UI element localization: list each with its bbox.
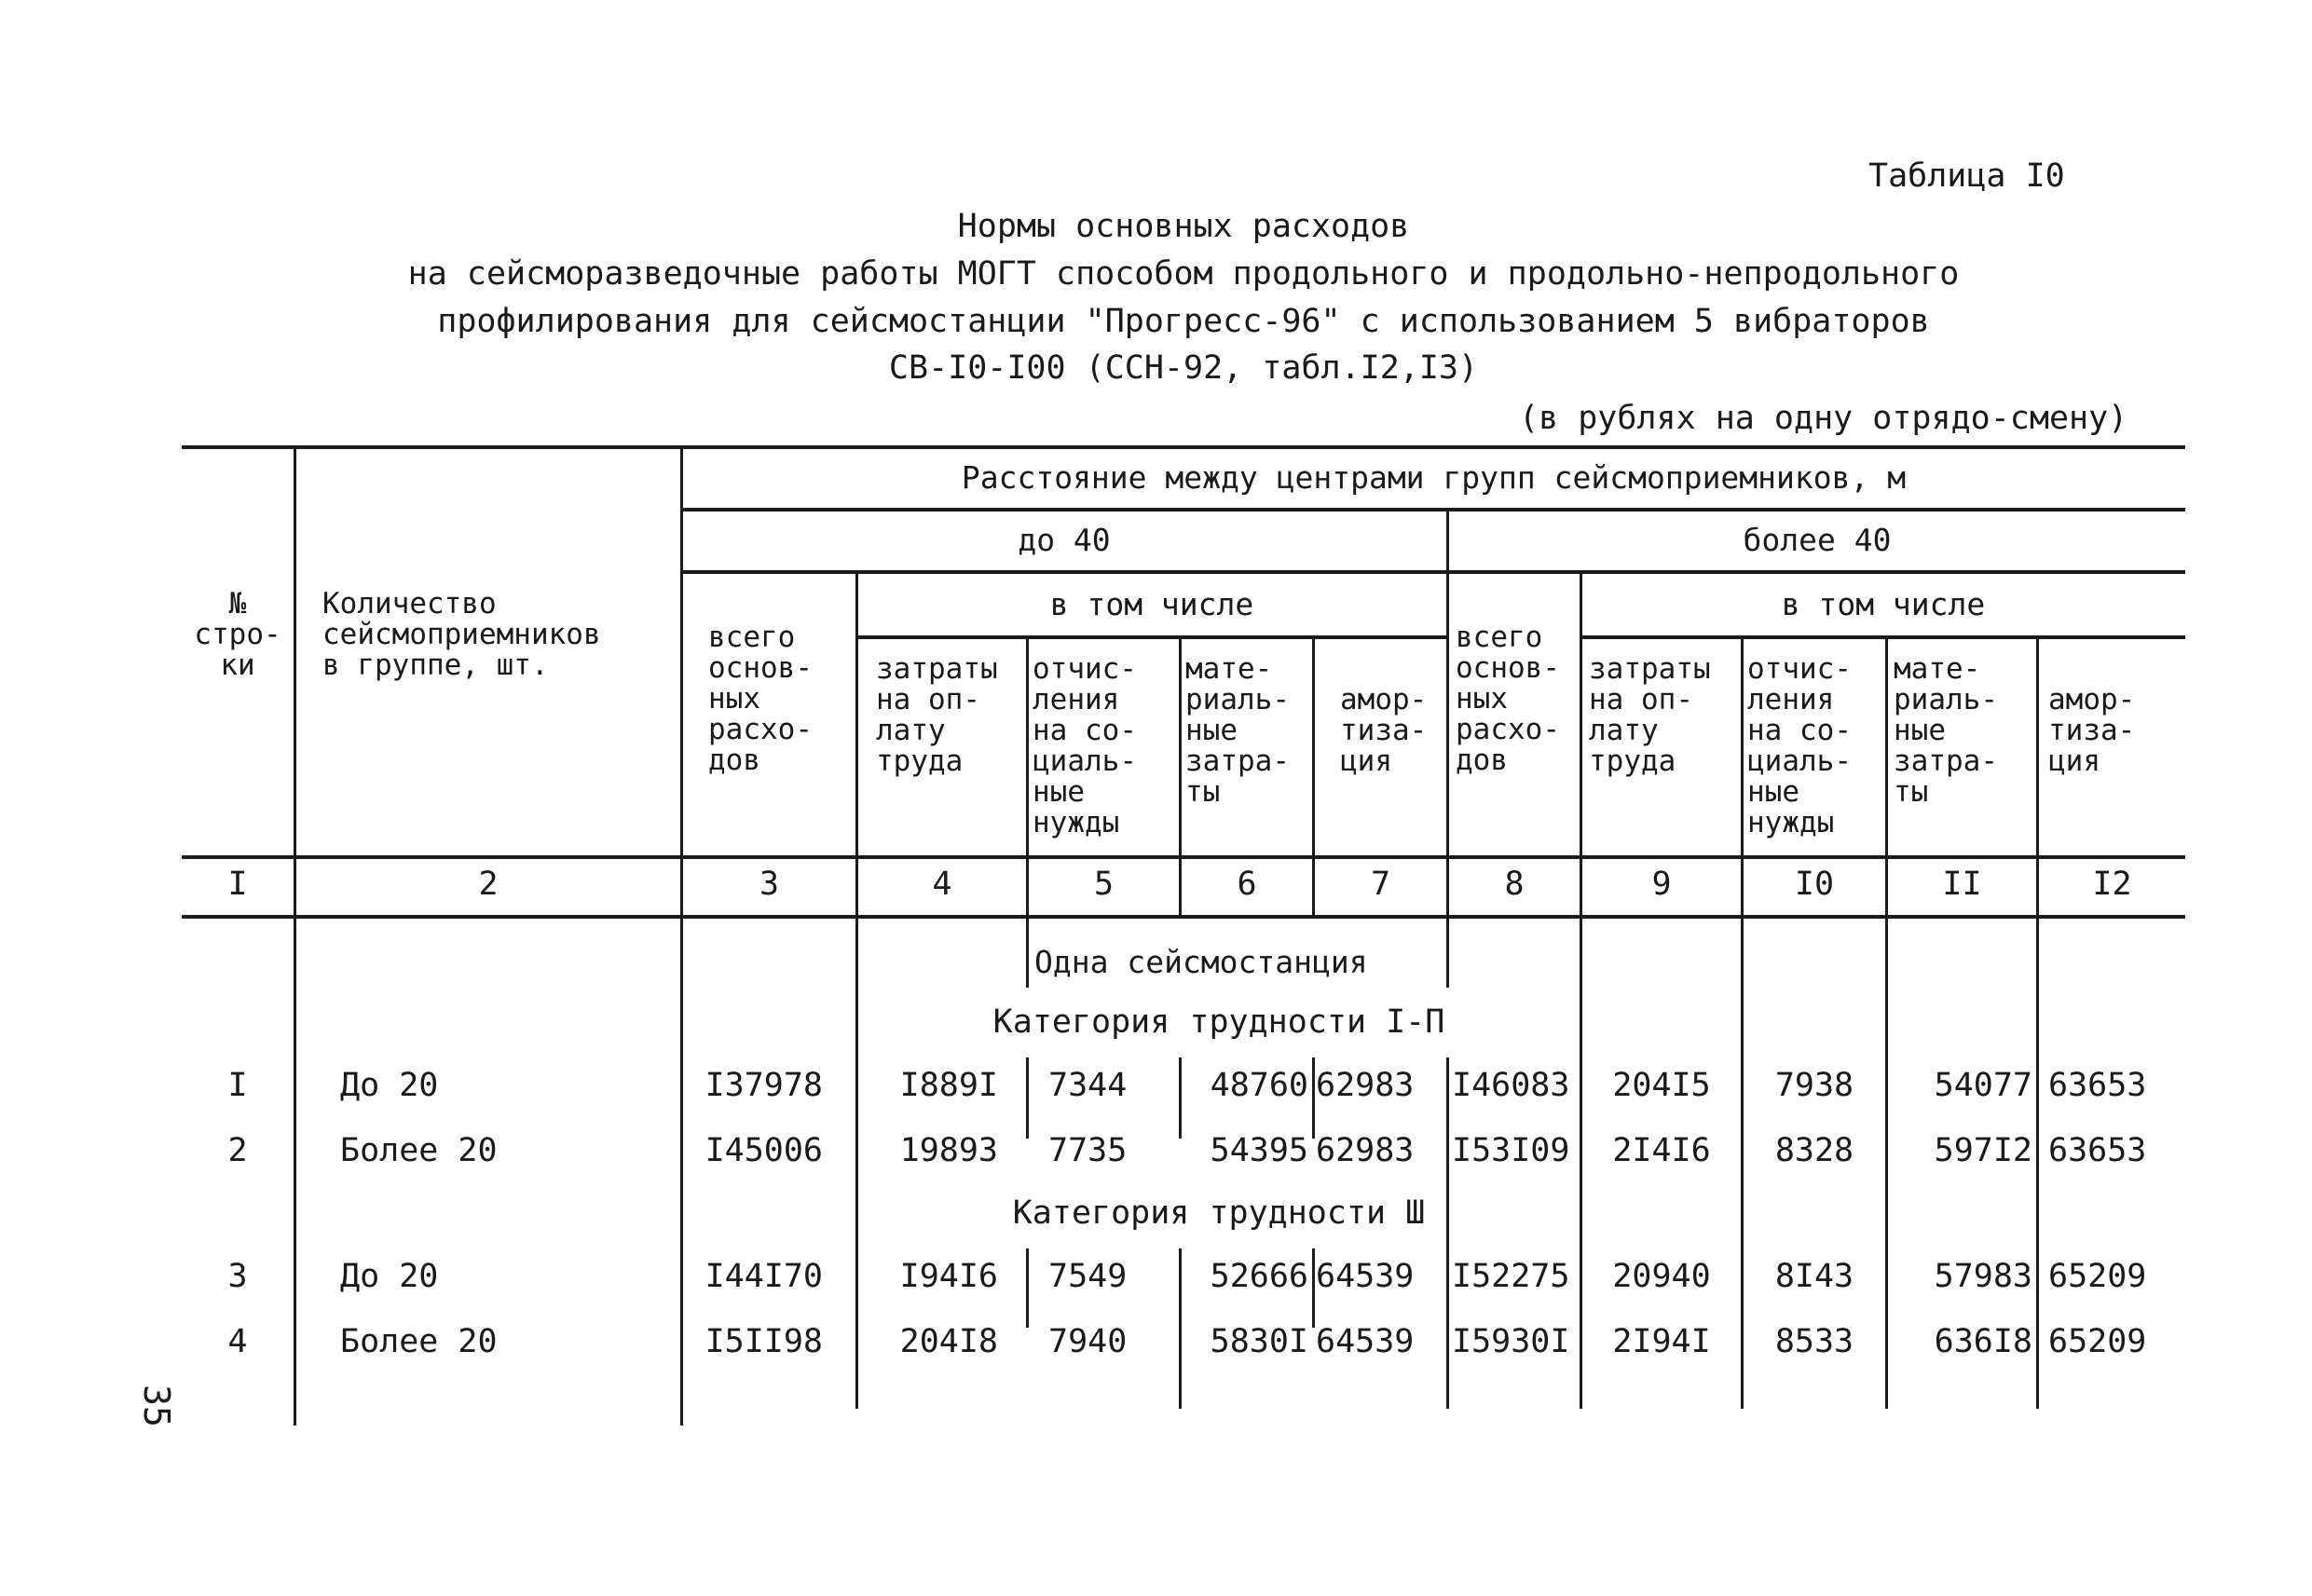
row4-materials-1: 5830I [1210,1323,1308,1360]
row1-labor-1: I889I [899,1067,998,1104]
header-including-right: в том числе [1781,586,1986,622]
row3-materials-1: 52666 [1210,1258,1308,1295]
vline-col1 [294,445,296,1425]
colnum-5: 5 [1093,866,1115,903]
row3-total-2: I52275 [1452,1258,1570,1295]
row2-materials-2: 597I2 [1934,1132,2032,1169]
header-over-40: более 40 [1743,522,1892,558]
title-line-1: Нормы основных расходов [957,208,1410,245]
row3-social-1: 7549 [1048,1258,1128,1295]
rule-distance [680,508,2185,512]
page-number: 35 [135,1385,177,1427]
header-labor-2: затраты на оп- лату труда [1589,652,1711,778]
header-materials-2: мате- риаль- ные затра- ты [1894,652,1998,809]
vline-body-4c [1026,1248,1029,1328]
colnum-3: 3 [759,866,780,903]
row3-labor-2: 20940 [1612,1258,1711,1295]
row4-social-2: 8533 [1774,1323,1854,1360]
rule-subgroups [680,570,2185,574]
row1-number: I [227,1067,248,1104]
row4-amortization-2: 65209 [2048,1323,2147,1360]
title-line-3: профилирования для сейсмостанции "Прогресс-96" с использованием 5 вибраторов [437,303,1930,340]
row2-social-2: 8328 [1774,1132,1854,1169]
row2-amortization-1: 62983 [1316,1132,1415,1169]
colnum-7: 7 [1370,866,1391,903]
row3-social-2: 8I43 [1774,1258,1854,1295]
row2-labor-2: 2I4I6 [1612,1132,1711,1169]
header-including-left: в том числе [1049,586,1254,622]
vline-body-8b [1446,1057,1449,1409]
vline-col8 [1580,570,1582,915]
colnum-11: II [1942,866,1982,903]
row3-quantity: До 20 [340,1258,439,1295]
row2-labor-1: 19893 [899,1132,998,1169]
row4-number: 4 [227,1323,248,1360]
header-total-1: всего основ- ных расхо- дов [708,621,813,777]
rule-including-right [1580,635,2185,639]
category-1: Категория трудности I-П [992,1003,1445,1041]
row3-number: 3 [227,1258,248,1295]
vline-col7 [1446,508,1449,915]
colnum-8: 8 [1504,866,1525,903]
row3-amortization-2: 65209 [2048,1258,2147,1295]
row3-amortization-1: 64539 [1316,1258,1415,1295]
row4-materials-2: 636I8 [1934,1323,2032,1360]
header-social-2: отчис- ления на со- циаль- ные нужды [1747,652,1852,839]
title-line-2: на сейсморазведочные работы МОГТ способом продольного и продольно-непродольного [407,255,1960,293]
header-labor-1: затраты на оп- лату труда [876,652,998,778]
row3-total-1: I44I70 [705,1258,823,1295]
row2-number: 2 [227,1132,248,1169]
row1-quantity: До 20 [340,1067,439,1104]
vline-body-7 [1312,1057,1315,1139]
row4-amortization-1: 64539 [1316,1323,1415,1360]
rule-top [182,445,2185,449]
colnum-9: 9 [1651,866,1672,903]
units-note: (в рублях на одну отрядо-смену) [1519,400,2128,437]
vline-body-7b [1312,1248,1315,1328]
header-row-number: № стро- ки [194,587,281,682]
row4-quantity: Более 20 [340,1323,498,1360]
row1-materials-1: 48760 [1210,1067,1308,1104]
colnum-2: 2 [478,866,499,903]
row1-total-2: I46083 [1452,1067,1570,1104]
row2-amortization-2: 63653 [2048,1132,2147,1169]
row2-total-1: I45006 [705,1132,823,1169]
header-materials-1: мате- риаль- ные затра- ты [1185,652,1290,809]
vline-body-8 [1446,915,1449,988]
row1-labor-2: 204I5 [1612,1067,1711,1104]
row1-social-2: 7938 [1774,1067,1854,1104]
category-2: Категория трудности Ш [1012,1194,1426,1232]
vline-body-4b [1026,1057,1029,1139]
row2-social-1: 7735 [1048,1132,1128,1169]
title-line-4: СВ-I0-I00 (ССН-92, табл.I2,I3) [888,349,1479,387]
row3-materials-2: 57983 [1934,1258,2032,1295]
colnum-4: 4 [932,866,952,903]
header-quantity: Количество сейсмоприемников в группе, шт. [322,587,601,682]
row4-total-1: I5II98 [705,1323,823,1360]
row4-total-2: I5930I [1452,1323,1570,1360]
header-distance: Расстояние между центрами групп сейсмоприемников, м [961,459,1907,496]
row1-amortization-2: 63653 [2048,1067,2147,1104]
header-total-2: всего основ- ных расхо- дов [1456,621,1560,777]
vline-body-12 [2036,915,2039,1409]
row1-total-1: I37978 [705,1067,823,1104]
header-social-1: отчис- ления на со- циаль- ные нужды [1033,652,1137,839]
colnum-1: I [227,866,248,903]
header-up-to-40: до 40 [1018,522,1111,558]
colnum-12: I2 [2092,866,2132,903]
table-label: Таблица I0 [1868,157,2065,195]
header-amortization-1: амор- тиза- ция [1340,683,1428,778]
row2-total-2: I53I09 [1452,1132,1570,1169]
colnum-10: I0 [1794,866,1835,903]
row3-labor-1: I94I6 [899,1258,998,1295]
rule-including-left [855,635,1446,639]
header-amortization-2: амор- тиза- ция [2048,683,2136,778]
row1-social-1: 7344 [1048,1067,1128,1104]
section-title: Одна сейсмостанция [1034,944,1368,980]
vline-body-4 [1026,915,1029,988]
row1-materials-2: 54077 [1934,1067,2032,1104]
colnum-6: 6 [1237,866,1257,903]
row4-labor-1: 204I8 [899,1323,998,1360]
row4-labor-2: 2I94I [1612,1323,1711,1360]
vline-col3 [855,570,858,915]
row2-materials-1: 54395 [1210,1132,1308,1169]
row4-social-1: 7940 [1048,1323,1128,1360]
row2-quantity: Более 20 [340,1132,498,1169]
row1-amortization-1: 62983 [1316,1067,1415,1104]
